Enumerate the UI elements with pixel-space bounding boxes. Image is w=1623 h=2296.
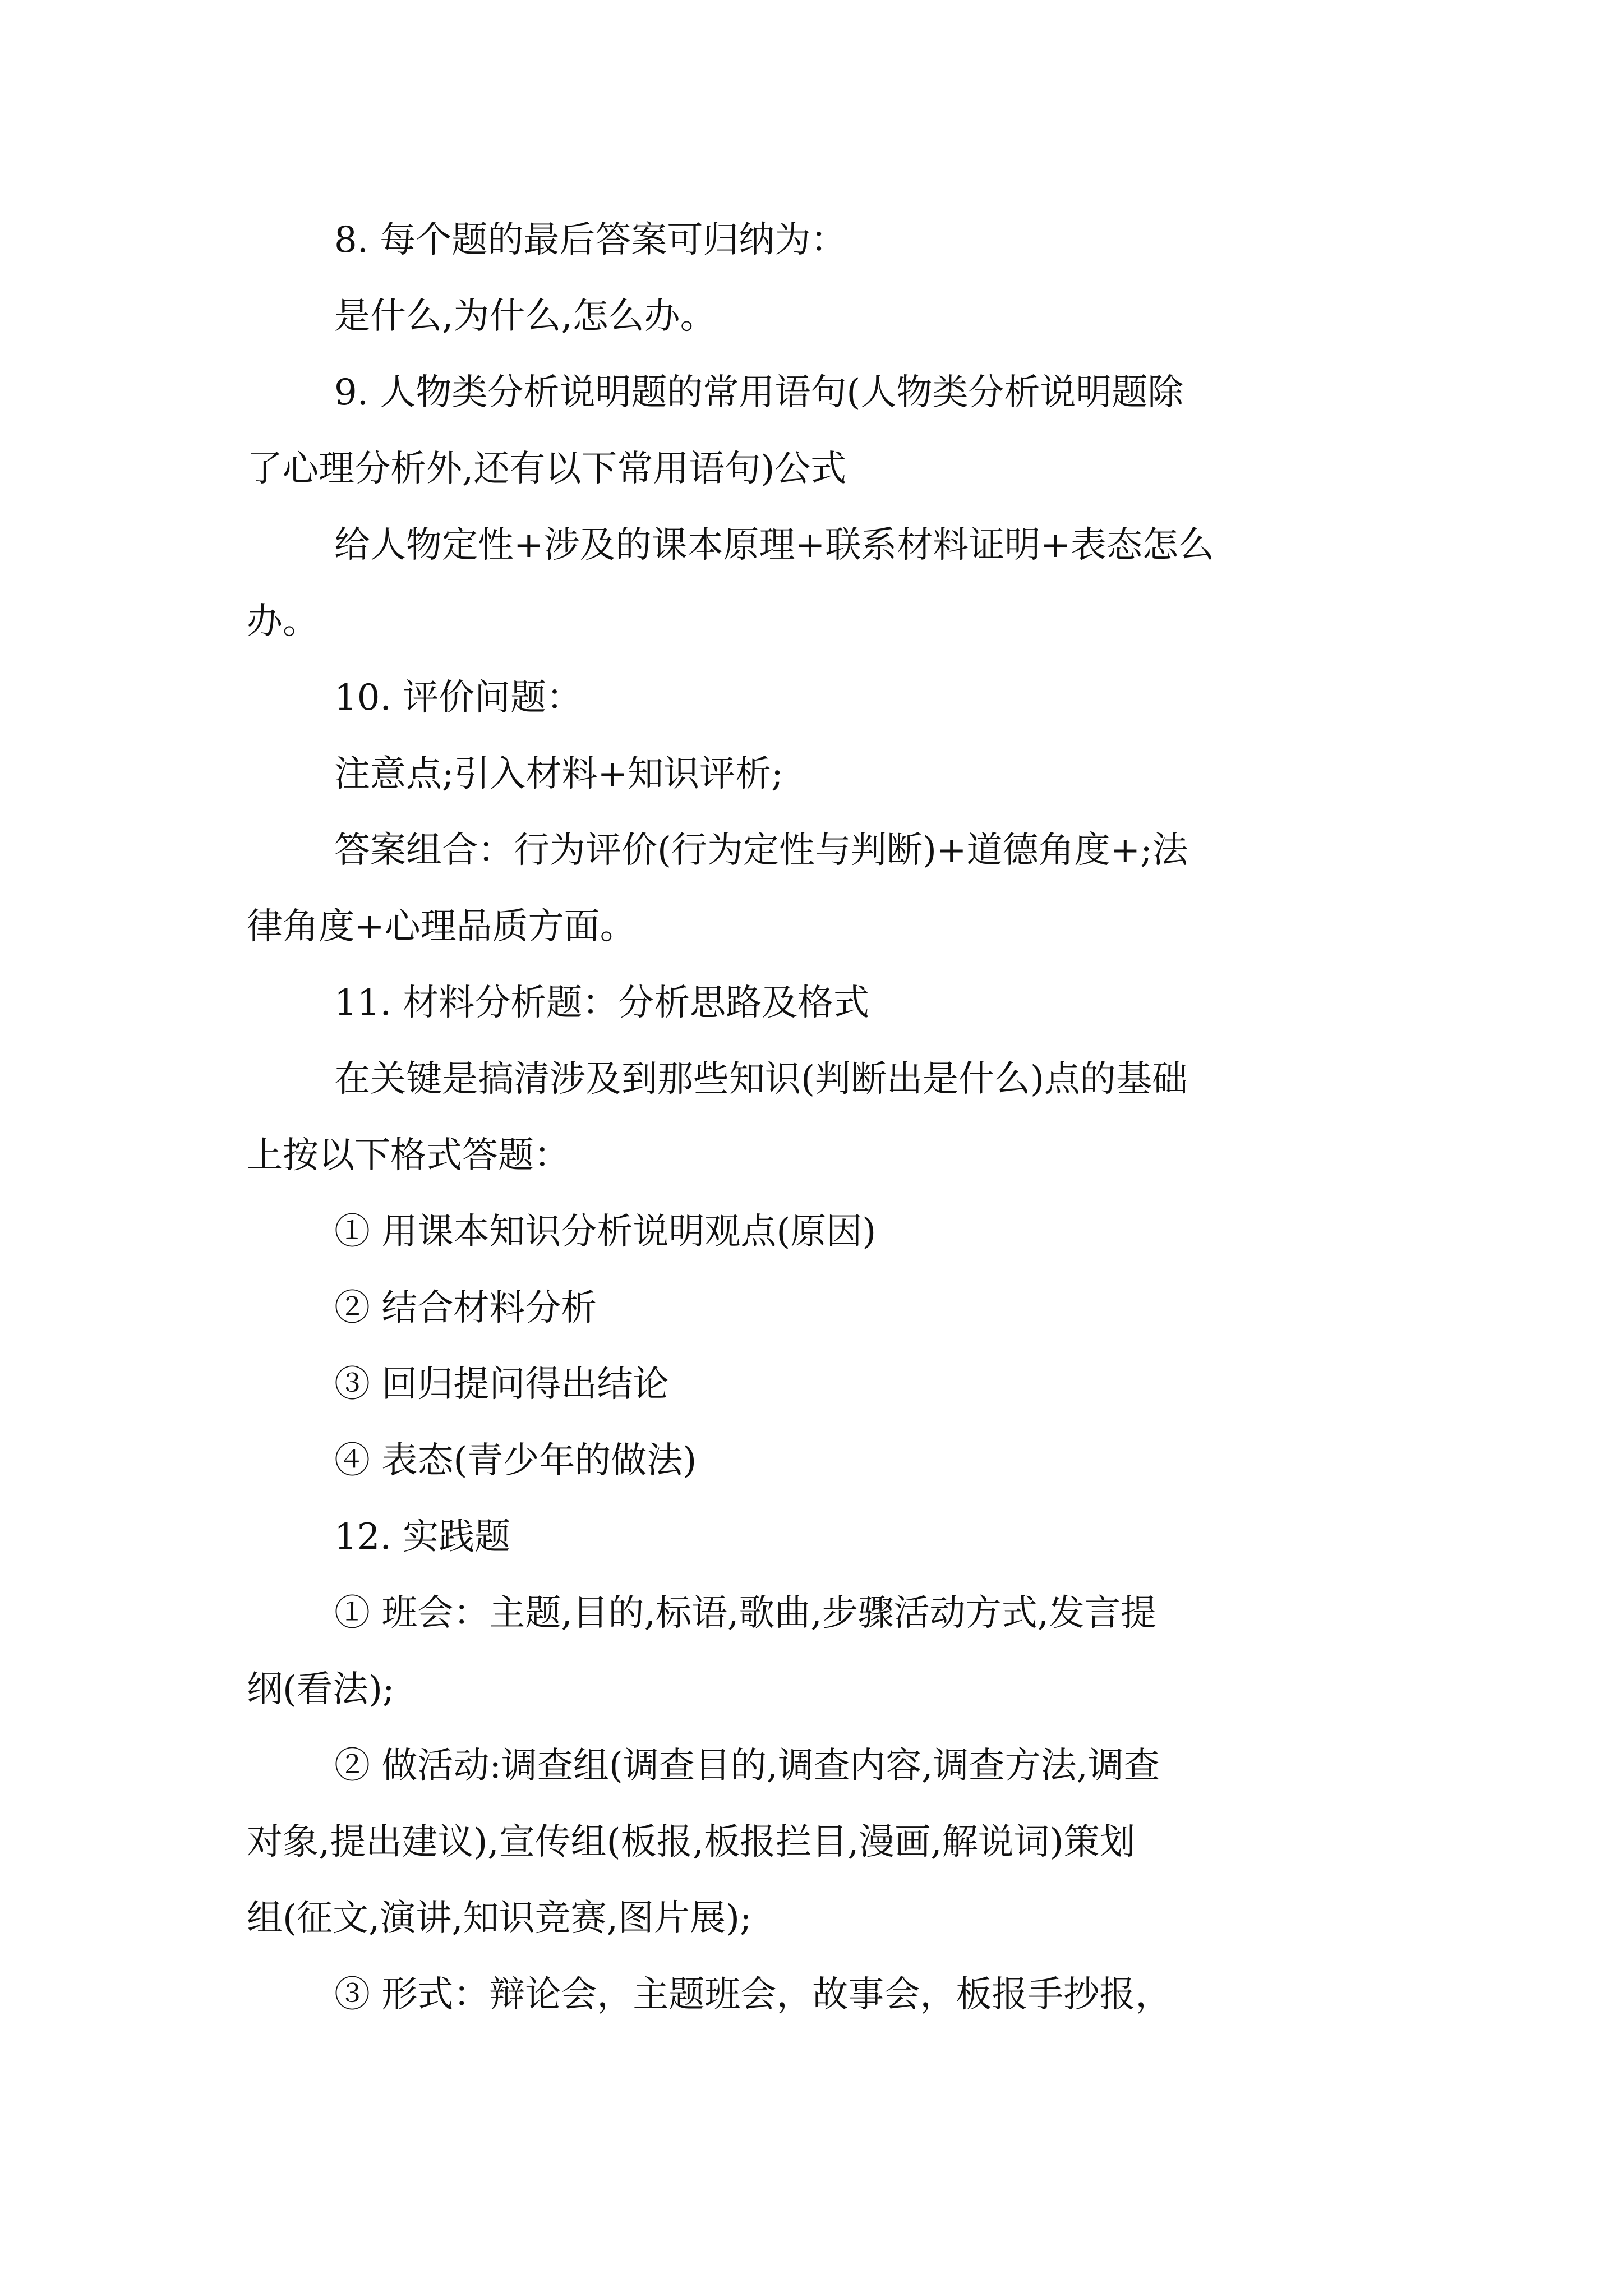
- text-line: 上按以下格式答题：: [247, 1135, 570, 1176]
- text-line: ③ 形式：辩论会，主题班会，故事会，板报手抄报，: [334, 1974, 1172, 2016]
- text-line: ① 用课本知识分析说明观点(原因): [334, 1211, 877, 1253]
- text-line: 给人物定性+涉及的课本原理+联系材料证明+表态怎么: [334, 524, 1214, 566]
- text-line: 8. 每个题的最后答案可归纳为：: [334, 219, 847, 261]
- text-line: 纲(看法);: [247, 1669, 395, 1710]
- text-line: 组(征文,演讲,知识竞赛,图片展);: [247, 1898, 752, 1939]
- text-line: ② 结合材料分析: [334, 1287, 597, 1329]
- text-line: 在关键是搞清涉及到那些知识(判断出是什么)点的基础: [334, 1059, 1188, 1100]
- text-line: 对象,提出建议),宣传组(板报,板报拦目,漫画,解说词)策划: [247, 1821, 1136, 1863]
- text-line: 注意点;引入材料+知识评析;: [334, 753, 783, 795]
- text-line: 11. 材料分析题：分析思路及格式: [334, 982, 870, 1024]
- text-line: ③ 回归提问得出结论: [334, 1364, 669, 1405]
- text-line: 9. 人物类分析说明题的常用语句(人物类分析说明题除: [334, 372, 1184, 413]
- text-line: ② 做活动:调查组(调查目的,调查内容,调查方法,调查: [334, 1745, 1160, 1787]
- text-line: 答案组合：行为评价(行为定性与判断)+道德角度+;法: [334, 830, 1188, 871]
- text-line: 是什么,为什么,怎么办。: [334, 296, 716, 337]
- text-line: ① 班会：主题,目的,标语,歌曲,步骤活动方式,发言提: [334, 1593, 1157, 1634]
- text-line: 10. 评价问题：: [334, 677, 583, 719]
- text-line: 办。: [247, 601, 319, 642]
- text-line: 12. 实践题: [334, 1516, 511, 1558]
- text-line: 律角度+心理品质方面。: [247, 906, 636, 947]
- text-line: ④ 表态(青少年的做法): [334, 1440, 697, 1481]
- text-line: 了心理分析外,还有以下常用语句)公式: [247, 448, 847, 490]
